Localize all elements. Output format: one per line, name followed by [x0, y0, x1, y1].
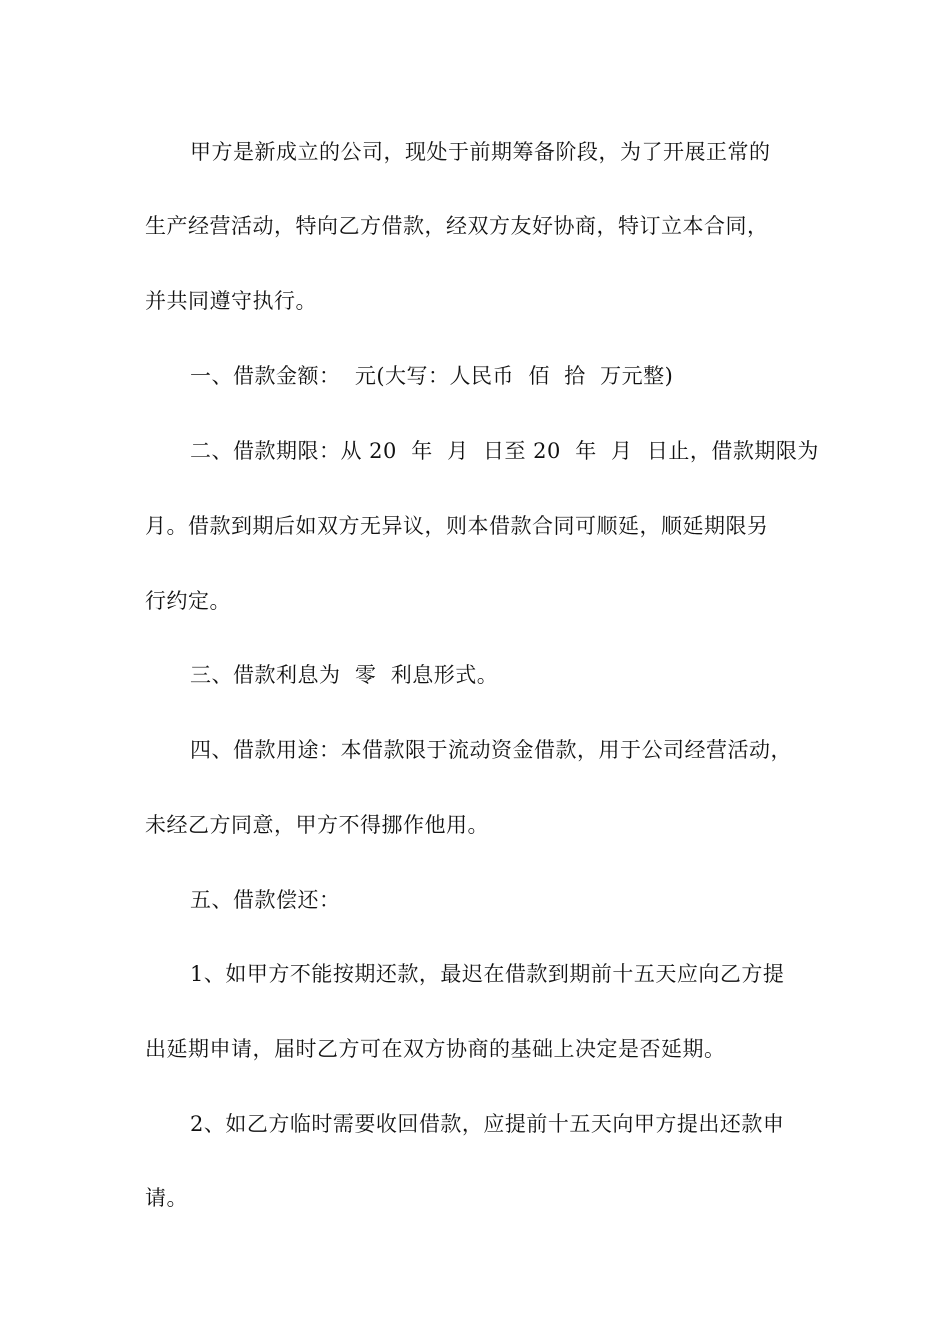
- clause-4-purpose-line-2: 未经乙方同意，甲方不得挪作他用。: [145, 813, 489, 837]
- paragraph-intro-line-1: 甲方是新成立的公司，现处于前期筹备阶段，为了开展正常的: [190, 140, 771, 164]
- clause-5-item-2-line-2: 请。: [145, 1186, 188, 1210]
- clause-4-purpose-line-1: 四、借款用途：本借款限于流动资金借款，用于公司经营活动，: [190, 738, 792, 762]
- clause-2-term-line-2: 月。借款到期后如双方无异议，则本借款合同可顺延，顺延期限另: [145, 514, 769, 538]
- clause-5-item-1-line-2: 出延期申请，届时乙方可在双方协商的基础上决定是否延期。: [145, 1037, 726, 1061]
- clause-5-item-2-line-1: 2、如乙方临时需要收回借款，应提前十五天向甲方提出还款申: [190, 1112, 785, 1136]
- paragraph-intro-line-2: 生产经营活动，特向乙方借款，经双方友好协商，特订立本合同，: [145, 214, 769, 238]
- paragraph-intro-line-3: 并共同遵守执行。: [145, 289, 317, 313]
- clause-1-amount: 一、借款金额： 元(大写：人民币 佰 拾 万元整): [190, 364, 674, 388]
- clause-2-term-line-3: 行约定。: [145, 589, 231, 613]
- clause-2-term-line-1: 二、借款期限：从 20 年 月 日至 20 年 月 日止，借款期限为: [190, 439, 819, 463]
- clause-3-interest: 三、借款利息为 零 利息形式。: [190, 663, 499, 687]
- clause-5-item-1-line-1: 1、如甲方不能按期还款，最迟在借款到期前十五天应向乙方提: [190, 962, 785, 986]
- clause-5-repayment-heading: 五、借款偿还：: [190, 888, 341, 912]
